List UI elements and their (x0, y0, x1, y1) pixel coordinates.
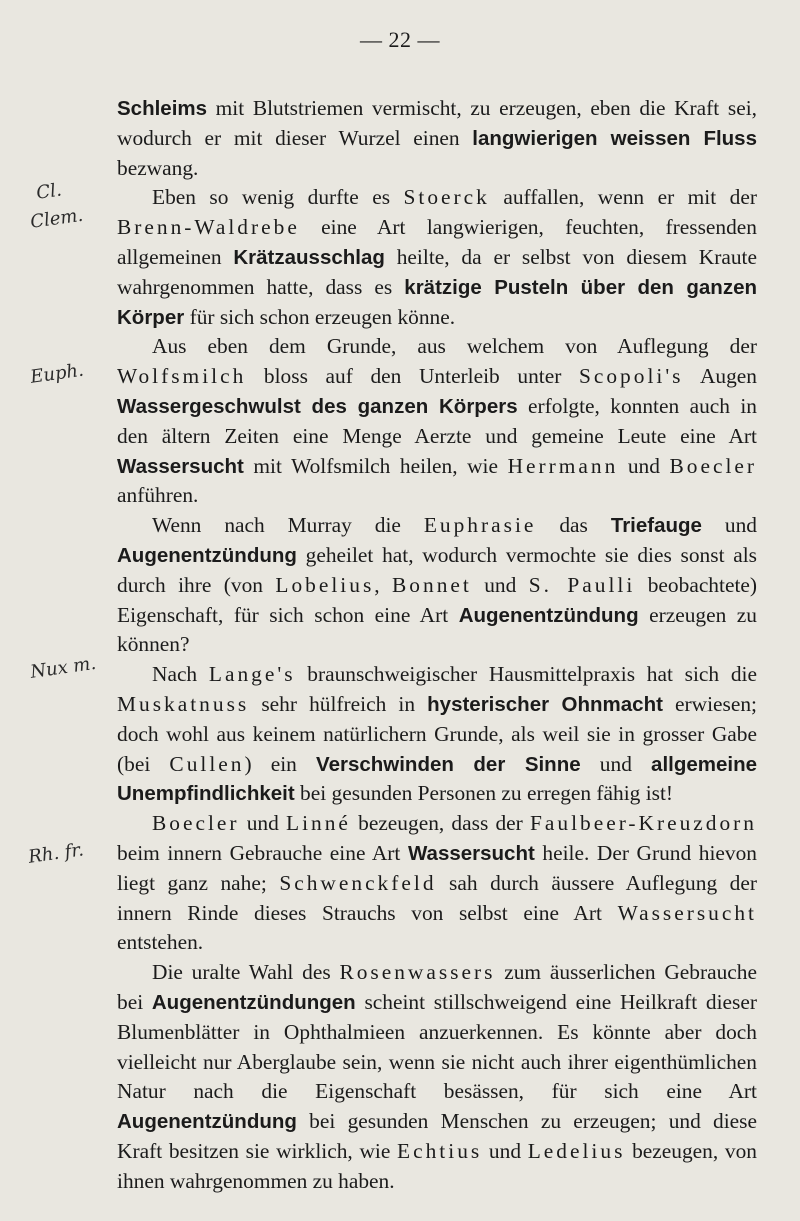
spaced-name-text: Stoerck (403, 185, 490, 210)
emphasis-text: Triefauge (610, 514, 702, 538)
spaced-name-text: Wolfsmilch (117, 364, 247, 389)
emphasis-text: Augenentzündung (117, 1110, 297, 1134)
margin-note-3: Euph. (29, 359, 86, 388)
body-text-segment: scheint stillschweigend eine Heilkraft dieser Blumenblätter in Ophthalmieen anzuerkennen. Es könnte aber doch vielleicht nur Aberglaube sein, wenn sie nicht auch ihrer eigenthümlichen Natur nach die Eigenschaft besässen, für sich eine Art (117, 989, 757, 1104)
emphasis-text: Augenentzündung (458, 603, 639, 627)
body-text-segment: und (618, 453, 670, 478)
spaced-name-text: Ledelius (527, 1138, 626, 1163)
paragraph (117, 660, 757, 809)
spaced-name-text: Lobelius (275, 572, 375, 597)
body-text-segment: eine Art langwierigen, feuchten, fressenden allgemeinen (117, 215, 757, 269)
emphasis-text: Wassergeschwulst des ganzen Körpers (117, 394, 518, 418)
emphasis-text: Verschwinden der Sinne (316, 752, 581, 776)
emphasis-text: allgemeine Unempfindlichkeit (117, 752, 758, 806)
paragraph (117, 511, 757, 660)
body-text-segment: mit Wolfsmilch heilen, wie (243, 453, 508, 478)
emphasis-text: Krätzausschlag (233, 245, 385, 269)
margin-note-5: Rh. fr. (27, 839, 86, 868)
body-text-segment: Eben so wenig durfte es (152, 185, 404, 210)
body-text-segment: bezeugen, dass der (350, 811, 530, 836)
emphasis-text: Augenentzündung (117, 543, 297, 567)
emphasis-text: langwierigen weissen Fluss (472, 126, 757, 150)
spaced-name-text: Euphrasie (423, 513, 537, 538)
paragraph (117, 958, 757, 1196)
margin-note-4: Nux m. (29, 652, 98, 683)
emphasis-text: Wassersucht (117, 454, 244, 478)
body-text-segment: auffallen, wenn er mit der (489, 185, 757, 210)
body-text-segment: erzeugen zu können? (117, 602, 758, 657)
body-text-segment: und (580, 751, 652, 776)
paragraph (117, 94, 757, 183)
spaced-name-text: Faulbeer-Kreuzdorn (530, 811, 757, 836)
body-text-segment: und (482, 1138, 528, 1163)
body-text-segment: beim innern Gebrauche eine Art (117, 840, 408, 865)
body-text-segment: bei gesunden Menschen zu erzeugen; und diese Kraft besitzen sie wirklich, wie (117, 1109, 757, 1163)
spaced-name-text: Bonnet (392, 572, 472, 597)
margin-note-1: Cl. (35, 179, 63, 204)
body-text-segment: Aus eben dem Grunde, aus welchem von Auflegung der (152, 334, 757, 359)
body-text-segment: anführen. (117, 483, 199, 508)
spaced-name-text: Rosenwassers (339, 960, 496, 985)
spaced-name-text: S. Paulli (528, 572, 636, 597)
body-text-segment: Die uralte Wahl des (152, 960, 340, 985)
emphasis-text: krätzige Pusteln über den ganzen Körper (117, 275, 757, 329)
spaced-name-text: Linné (286, 811, 351, 836)
body-text-segment: und (701, 513, 757, 538)
body-text-segment: sehr hülfreich in (249, 691, 428, 716)
spaced-name-text: Echtius (397, 1138, 483, 1163)
spaced-name-text: Scopoli's (578, 364, 684, 389)
body-text-segment: bei gesunden Personen zu erregen fähig ist! (294, 781, 674, 806)
body-text-segment: Augen (683, 364, 757, 389)
margin-note-2: Clem. (29, 204, 85, 233)
spaced-name-text: Wassersucht (617, 900, 757, 925)
body-text-segment: bezeugen, von ihnen wahrgenommen zu haben. (117, 1138, 758, 1193)
emphasis-text: hysterischer Ohnmacht (427, 692, 663, 716)
body-text-segment: Wenn nach Murray die (152, 513, 424, 538)
body-text-segment: erwiesen; doch wohl aus keinem natürlichern Grunde, als weil sie in grosser Gabe (bei (117, 691, 757, 776)
spaced-name-text: Lange's (208, 662, 296, 687)
paragraph (117, 809, 757, 958)
paragraph (117, 183, 757, 332)
spaced-name-text: Boecler (152, 811, 240, 836)
body-text-segment: für sich schon erzeugen könne. (184, 304, 456, 329)
body-text-segment: zum äusserlichen Gebrauche bei (117, 960, 757, 1014)
body-text-segment: heile. Der Grund hievon liegt ganz nahe; (117, 840, 758, 895)
emphasis-text: Schleims (117, 97, 208, 120)
body-text-segment: und (471, 572, 529, 597)
spaced-name-text: Boecler (669, 453, 758, 478)
body-text-segment: bloss auf den Unterleib unter (246, 364, 579, 389)
body-text-segment: , (374, 572, 393, 597)
spaced-name-text: Schwenckfeld (279, 870, 437, 895)
body-text-segment: entstehen. (117, 930, 204, 955)
emphasis-text: Wassersucht (407, 841, 535, 865)
body-text-segment: geheilet hat, wodurch vermochte sie dies sonst als durch ihre (von (117, 542, 757, 597)
emphasis-text: Augenentzündungen (151, 990, 356, 1014)
body-text-segment: mit Blutstriemen vermischt, zu erzeugen, eben die Kraft sei, wodurch er mit dieser Wurzel einen (117, 96, 757, 150)
spaced-name-text: Brenn-Waldrebe (117, 215, 300, 240)
body-text-segment: beobachtete) Eigenschaft, für sich schon eine Art (117, 572, 758, 627)
body-text-segment: und (239, 811, 287, 836)
body-text-segment: braunschweigischer Hausmittelpraxis hat sich die (295, 662, 757, 687)
body-text-segment: Nach (152, 662, 209, 687)
body-text-segment: ) ein (244, 751, 317, 776)
paragraph (117, 332, 757, 511)
body-text-segment: das (536, 513, 611, 538)
body-text-segment: erfolgte, konnten auch in den ältern Zeiten eine Menge Aerzte und gemeine Leute eine Art (117, 393, 757, 448)
body-text-segment: bezwang. (117, 155, 199, 180)
spaced-name-text: Cullen (169, 751, 245, 776)
body-text-segment: sah durch äussere Auflegung der innern Rinde dieses Strauchs von selbst eine Art (117, 870, 757, 925)
body-text (117, 94, 757, 1196)
spaced-name-text: Herrmann (507, 453, 619, 478)
page-number: — 22 — (360, 27, 440, 52)
spaced-name-text: Muskatnuss (117, 691, 250, 716)
body-text-segment: heilte, da er selbst von diesem Kraute wahrgenommen hatte, dass es (117, 244, 757, 299)
